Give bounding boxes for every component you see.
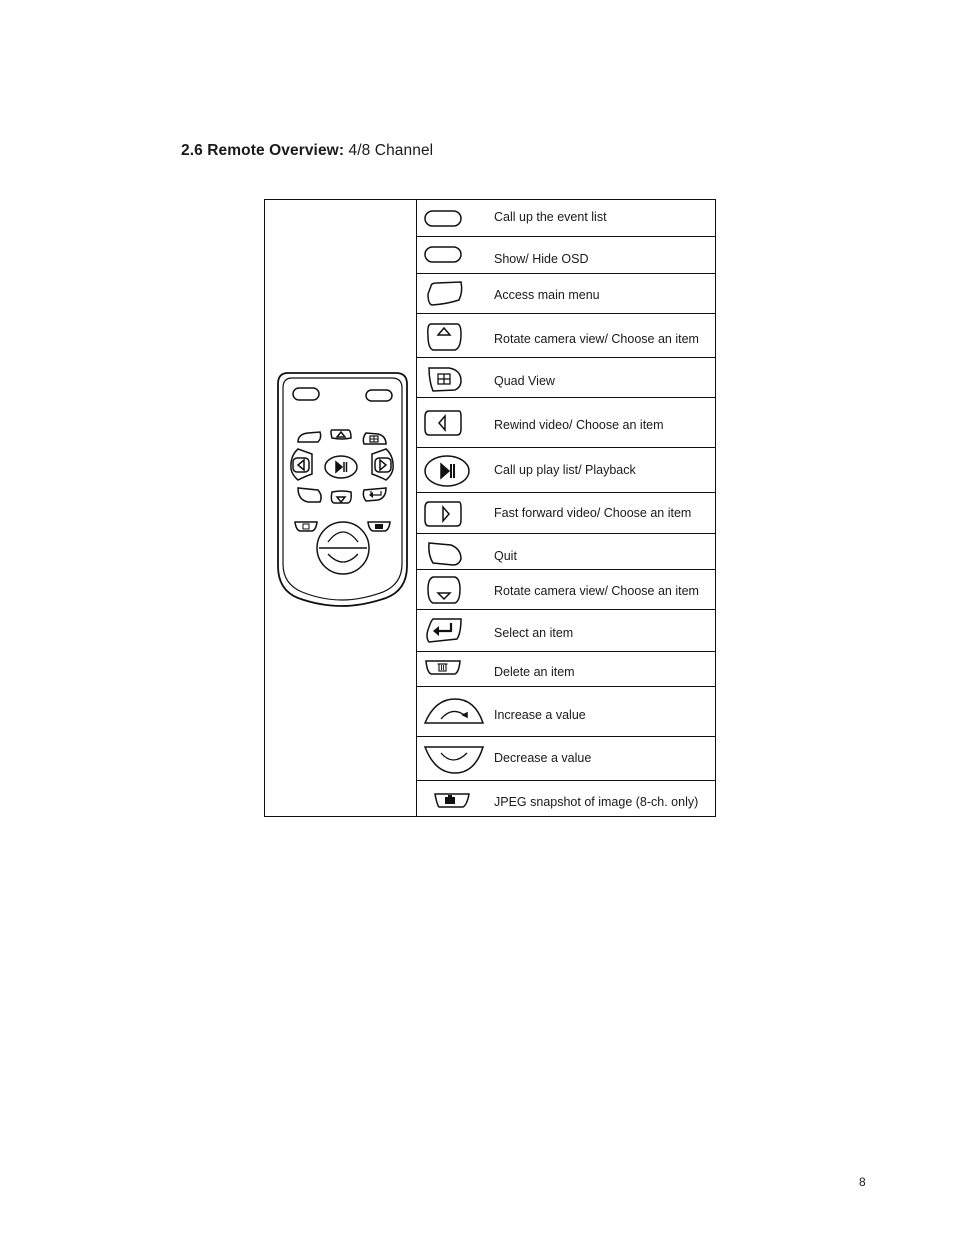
- row-label: Show/ Hide OSD: [494, 252, 589, 266]
- row-up-arrow: [417, 314, 715, 358]
- row-label: Call up the event list: [494, 210, 607, 224]
- row-label: Rotate camera view/ Choose an item: [494, 332, 699, 346]
- row-osd: [417, 237, 715, 274]
- row-label: Increase a value: [494, 708, 586, 722]
- quad-view-button-icon: [423, 365, 465, 393]
- left-arrow-button-icon: [423, 409, 465, 437]
- row-label: Fast forward video/ Choose an item: [494, 506, 692, 520]
- osd-button-icon: [423, 245, 463, 265]
- row-quad-view: [417, 358, 715, 398]
- row-label: JPEG snapshot of image (8-ch. only): [494, 795, 699, 809]
- quit-button-icon: [423, 541, 465, 567]
- row-left-arrow: [417, 398, 715, 448]
- row-quit: [417, 534, 715, 570]
- row-label: Access main menu: [494, 288, 600, 302]
- section-heading: [181, 142, 433, 160]
- enter-button-icon: [423, 617, 465, 645]
- row-enter: [417, 610, 715, 652]
- row-label: Delete an item: [494, 665, 575, 679]
- row-increase: [417, 687, 715, 737]
- right-arrow-button-icon: [423, 500, 465, 528]
- remote-overview-table: [264, 199, 716, 817]
- row-play-pause: [417, 448, 715, 493]
- event-list-button-icon: [423, 209, 463, 229]
- menu-button-icon: [423, 280, 465, 308]
- increase-button-icon: [423, 697, 485, 727]
- row-right-arrow: [417, 493, 715, 534]
- play-pause-button-icon: [423, 454, 471, 488]
- row-delete: [417, 652, 715, 687]
- row-event-list: [417, 200, 715, 237]
- page-number: 8: [859, 1175, 866, 1189]
- up-arrow-button-icon: [423, 322, 465, 352]
- row-label: Quad View: [494, 374, 555, 388]
- decrease-button-icon: [423, 745, 485, 775]
- row-label: Select an item: [494, 626, 574, 640]
- section-heading-bold: 2.6 Remote Overview:: [181, 142, 345, 159]
- row-label: Rotate camera view/ Choose an item: [494, 584, 699, 598]
- row-label: Call up play list/ Playback: [494, 463, 636, 477]
- row-down-arrow: [417, 570, 715, 610]
- row-label: Decrease a value: [494, 751, 592, 765]
- remote-illustration-cell: [265, 200, 417, 816]
- section-heading-rest: 4/8 Channel: [344, 142, 434, 159]
- camera-button-icon: [423, 791, 465, 811]
- row-main-menu: [417, 274, 715, 314]
- row-snapshot: [417, 781, 715, 818]
- row-decrease: [417, 737, 715, 781]
- row-label: Rewind video/ Choose an item: [494, 418, 664, 432]
- trash-button-icon: [423, 658, 463, 678]
- row-label: Quit: [494, 549, 517, 563]
- remote-control-icon: [276, 370, 408, 608]
- down-arrow-button-icon: [423, 575, 465, 605]
